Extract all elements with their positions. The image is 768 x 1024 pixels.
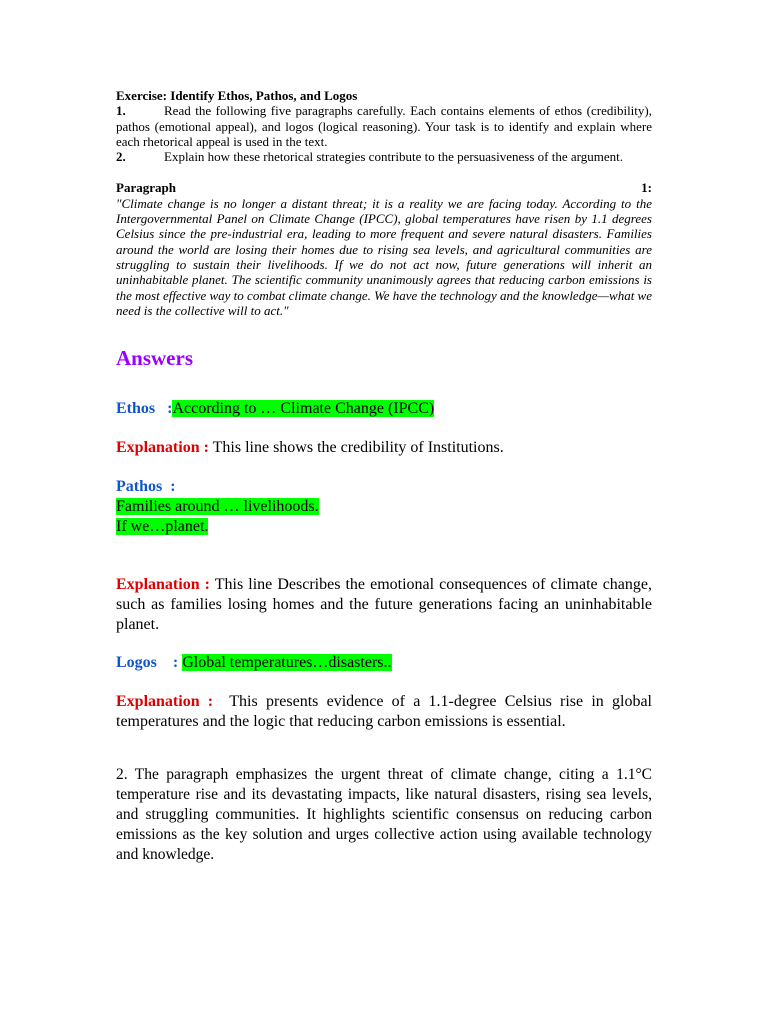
logos-line: [116, 653, 652, 673]
exercise-item-1: [116, 103, 652, 149]
exercise-item-2: [116, 149, 652, 164]
ethos-highlight: According to … Climate Change (IPCC): [172, 400, 435, 417]
explanation-label: Explanation :: [116, 693, 214, 710]
logos-colon: :: [172, 654, 179, 671]
paragraph-heading: [116, 180, 652, 195]
pathos-colon: :: [170, 478, 176, 495]
pathos-highlight-line-1: [116, 497, 652, 517]
pathos-highlight: If we…planet.: [116, 518, 209, 535]
ethos-label: Ethos: [116, 400, 156, 417]
logos-explanation: [116, 692, 652, 732]
pathos-explanation: [116, 575, 652, 635]
paragraph-number: 1:: [641, 180, 652, 196]
exercise-title: Exercise: Identify Ethos, Pathos, and Logos: [116, 88, 358, 103]
paragraph-label: Paragraph: [116, 180, 176, 196]
logos-label: Logos: [116, 654, 157, 671]
exercise-section: [116, 88, 652, 318]
exercise-item-number: 2.: [116, 149, 126, 165]
ethos-colon: :: [167, 400, 173, 417]
explanation-text: This line Describes the emotional consequences of climate change, such as families losing homes and the future generations facing an uninhabitable planet.: [116, 576, 652, 633]
summary-paragraph: 2. The paragraph emphasizes the urgent threat of climate change, citing a 1.1°C temperature rise and its devastating impacts, like natural disasters, rising sea levels, and struggling communities. It highlights scientific consensus on reducing carbon emissions as the key solution and urges collective action using available technology and knowledge.: [116, 766, 652, 863]
logos-highlight: Global temperatures…disasters..: [182, 654, 392, 671]
explanation-label: Explanation :: [116, 439, 209, 456]
explanation-text: This line shows the credibility of Institutions.: [212, 439, 504, 456]
exercise-item-text: Read the following five paragraphs carefully. Each contains elements of ethos (credibility), pathos (emotional appeal), and logos (logical reasoning). Your task is to identify and explain where each rhetorical appeal is used in the text.: [116, 103, 652, 149]
exercise-item-number: 1.: [116, 103, 126, 119]
exercise-item-text: Explain how these rhetorical strategies contribute to the persuasiveness of the argument.: [164, 149, 623, 165]
pathos-heading: [116, 477, 652, 497]
pathos-highlight: Families around … livelihoods.: [116, 498, 319, 515]
paragraph-quote: "Climate change is no longer a distant threat; it is a reality we are facing today. According to the Intergovernmental Panel on Climate Change (IPCC), global temperatures have risen by 1.1 degrees Celsius since the pre-industrial era, leading to more frequent and severe natural disasters. Families around the world are losing their homes due to rising sea levels, and agricultural communities are struggling to sustain their livelihoods. If we do not act now, future generations will inherit an uninhabitable planet. The scientific community unanimously agrees that reducing carbon emissions is the most effective way to combat climate change. We have the technology and the knowledge—what we need is the collective will to act.": [116, 195, 652, 318]
pathos-block: [116, 477, 652, 537]
explanation-text: This presents evidence of a 1.1-degree Celsius rise in global temperatures and the logic that reducing carbon emissions is essential.: [116, 693, 652, 730]
pathos-highlight-line-2: [116, 517, 652, 537]
ethos-explanation: [116, 438, 652, 458]
explanation-label: Explanation :: [116, 576, 210, 593]
answers-heading: Answers: [116, 346, 193, 370]
pathos-label: Pathos: [116, 478, 163, 495]
ethos-line: [116, 399, 652, 419]
